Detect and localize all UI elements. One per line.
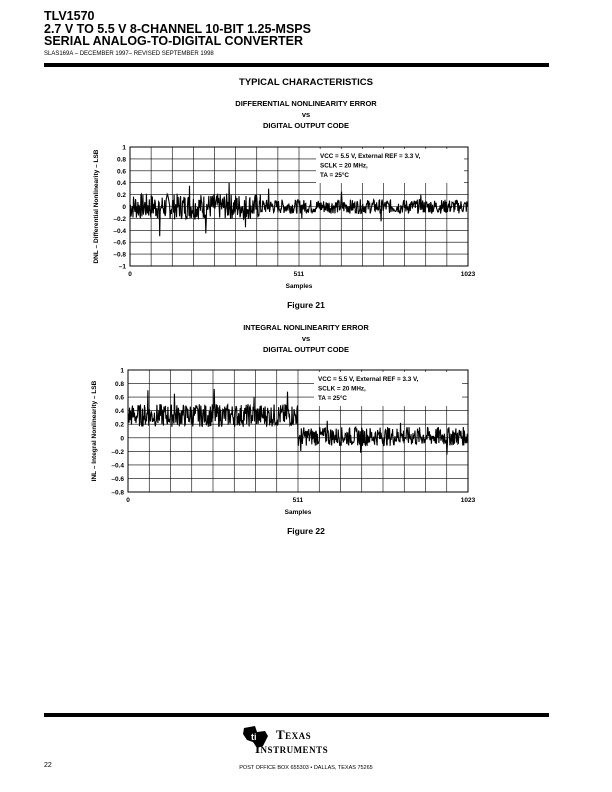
chart1-vs: vs — [301, 110, 311, 119]
page-number: 22 — [44, 762, 52, 769]
chart2-vs: vs — [301, 334, 311, 343]
y-tick-label: 0.2 — [114, 421, 124, 429]
y-tick-label: 0 — [122, 204, 126, 211]
y-tick-label: 0.6 — [114, 394, 124, 402]
x-tick-label: 0 — [128, 271, 132, 278]
y-tick-label: 1 — [122, 144, 126, 152]
y-tick-label: 0.6 — [116, 168, 126, 176]
y-axis-label: INL – Integral Nonlinearity – LSB — [91, 380, 98, 482]
footer-rule — [44, 713, 549, 717]
y-tick-label: –0.8 — [113, 251, 126, 259]
chart1-title: DIFFERENTIAL NONLINEARITY ERROR — [235, 99, 377, 108]
x-tick-label: 0 — [126, 497, 130, 504]
y-tick-label: –0.2 — [113, 215, 126, 223]
annotation-text: VCC = 5.5 V, External REF = 3.3 V, — [320, 153, 421, 160]
doc-title-line2: SERIAL ANALOG-TO-DIGITAL CONVERTER — [44, 34, 304, 48]
y-tick-label: 1 — [120, 367, 124, 375]
y-tick-label: 0.4 — [114, 408, 124, 416]
ti-logo-word-texas: Texas — [276, 727, 312, 742]
y-tick-label: 0.2 — [116, 192, 126, 200]
footer-address: POST OFFICE BOX 655303 • DALLAS, TEXAS 75265 — [239, 765, 373, 771]
x-tick-label: 1023 — [460, 497, 476, 504]
annotation-text: SCLK = 20 MHz, — [318, 385, 366, 393]
annotation-text: SCLK = 20 MHz, — [320, 162, 368, 170]
doc-revision: SLAS169A – DECEMBER 1997– REVISED SEPTEMBER 1998 — [44, 51, 214, 57]
y-tick-label: –1 — [118, 263, 126, 271]
y-tick-label: 0.8 — [116, 156, 126, 164]
x-tick-label: 511 — [292, 497, 304, 504]
x-axis-label: Samples — [284, 509, 312, 516]
y-tick-label: –0.4 — [111, 462, 124, 470]
doc-title-line1: 2.7 V TO 5.5 V 8-CHANNEL 10-BIT 1.25-MSPS — [44, 22, 311, 36]
chart2-subtitle: DIGITAL OUTPUT CODE — [263, 345, 349, 354]
chart1-subtitle: DIGITAL OUTPUT CODE — [263, 121, 349, 130]
y-tick-label: –0.8 — [111, 489, 124, 497]
y-tick-label: 0 — [120, 435, 124, 443]
ti-logo-word-instruments: Instruments — [255, 741, 329, 756]
y-tick-label: –0.6 — [111, 475, 124, 483]
x-tick-label: 511 — [293, 271, 305, 278]
y-tick-label: 0.4 — [116, 180, 126, 188]
y-tick-label: –0.6 — [113, 239, 126, 247]
svg-text:ti: ti — [251, 732, 257, 742]
x-axis-label: Samples — [285, 283, 313, 290]
figure-22-label: Figure 22 — [287, 526, 325, 536]
x-tick-label: 1023 — [460, 271, 476, 278]
chart2-title: INTEGRAL NONLINEARITY ERROR — [243, 323, 369, 332]
section-title: TYPICAL CHARACTERISTICS — [239, 77, 373, 88]
y-tick-label: 0.8 — [114, 381, 124, 389]
annotation-text: VCC = 5.5 V, External REF = 3.3 V, — [318, 376, 419, 383]
annotation-text: TA = 25°C — [320, 172, 349, 179]
part-number: TLV1570 — [44, 9, 95, 23]
annotation-text: TA = 25°C — [318, 395, 347, 402]
y-tick-label: –0.2 — [111, 448, 124, 456]
y-tick-label: –0.4 — [113, 227, 126, 235]
y-axis-label: DNL – Differential Nonlinearity – LSB — [93, 149, 100, 264]
figure-21-label: Figure 21 — [287, 300, 325, 310]
